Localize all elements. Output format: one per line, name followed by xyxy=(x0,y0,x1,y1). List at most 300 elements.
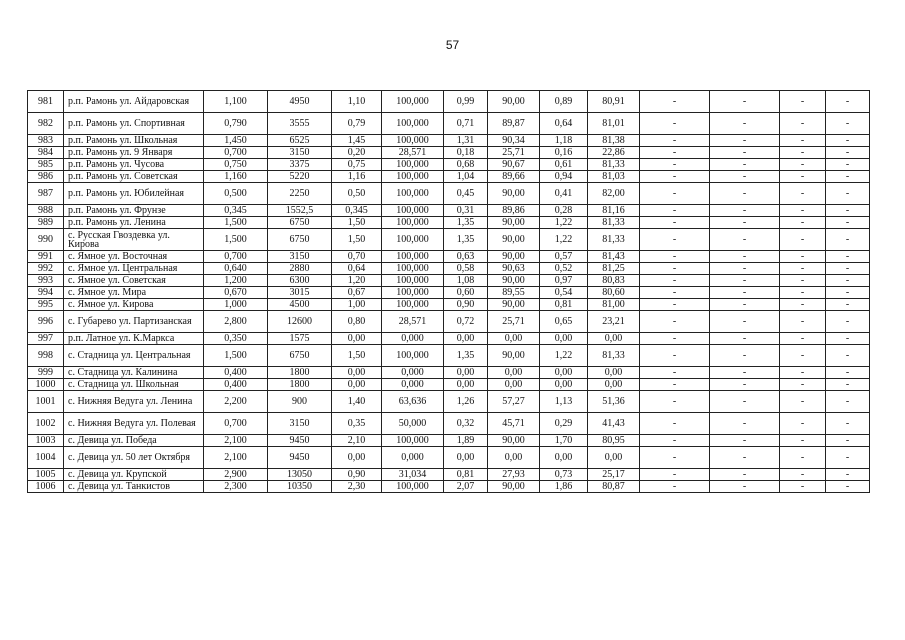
share-cell: 1,45 xyxy=(332,135,382,147)
metric-percent-cell: 90,00 xyxy=(488,345,540,367)
dash-cell: - xyxy=(640,299,710,311)
dash-cell: - xyxy=(710,229,780,251)
length-cell: 1,160 xyxy=(204,171,268,183)
row-number-cell: 1005 xyxy=(28,469,64,481)
table-row xyxy=(28,229,870,251)
metric-cell: 1,04 xyxy=(444,171,488,183)
metric-percent-cell: 27,93 xyxy=(488,469,540,481)
value-cell: 3015 xyxy=(268,287,332,299)
table-row xyxy=(28,391,870,413)
dash-cell: - xyxy=(780,435,826,447)
value-cell: 2880 xyxy=(268,263,332,275)
dash-cell: - xyxy=(826,147,870,159)
value-cell: 900 xyxy=(268,391,332,413)
dash-cell: - xyxy=(710,113,780,135)
table-row xyxy=(28,275,870,287)
length-cell: 0,700 xyxy=(204,147,268,159)
result-percent-cell: 81,25 xyxy=(588,263,640,275)
result-cell: 1,22 xyxy=(540,345,588,367)
dash-cell: - xyxy=(826,287,870,299)
result-percent-cell: 0,00 xyxy=(588,447,640,469)
table-row xyxy=(28,251,870,263)
address-cell: р.п. Рамонь ул. 9 Января xyxy=(64,147,204,159)
result-cell: 0,00 xyxy=(540,333,588,345)
value-cell: 5220 xyxy=(268,171,332,183)
result-cell: 1,70 xyxy=(540,435,588,447)
metric-percent-cell: 89,86 xyxy=(488,205,540,217)
dash-cell: - xyxy=(780,183,826,205)
value-cell: 3375 xyxy=(268,159,332,171)
value-cell: 4500 xyxy=(268,299,332,311)
metric-percent-cell: 89,66 xyxy=(488,171,540,183)
dash-cell: - xyxy=(640,413,710,435)
share-cell: 1,00 xyxy=(332,299,382,311)
share-cell: 0,20 xyxy=(332,147,382,159)
value-cell: 3150 xyxy=(268,251,332,263)
result-cell: 0,65 xyxy=(540,311,588,333)
dash-cell: - xyxy=(710,159,780,171)
address-cell: р.п. Рамонь ул. Фрунзе xyxy=(64,205,204,217)
share-cell: 0,79 xyxy=(332,113,382,135)
result-percent-cell: 80,87 xyxy=(588,481,640,493)
dash-cell: - xyxy=(826,205,870,217)
row-number-cell: 986 xyxy=(28,171,64,183)
row-number-cell: 985 xyxy=(28,159,64,171)
table-row xyxy=(28,147,870,159)
percent-cell: 100,000 xyxy=(382,435,444,447)
dash-cell: - xyxy=(710,263,780,275)
result-cell: 0,29 xyxy=(540,413,588,435)
table-row xyxy=(28,481,870,493)
metric-percent-cell: 90,00 xyxy=(488,481,540,493)
table-row xyxy=(28,333,870,345)
table-row xyxy=(28,135,870,147)
address-cell: с. Русская Гвоздевка ул. Кирова xyxy=(64,229,204,251)
row-number-cell: 997 xyxy=(28,333,64,345)
dash-cell: - xyxy=(780,345,826,367)
address-cell: р.п. Рамонь ул. Айдаровская xyxy=(64,91,204,113)
result-percent-cell: 81,43 xyxy=(588,251,640,263)
metric-percent-cell: 45,71 xyxy=(488,413,540,435)
metric-percent-cell: 90,34 xyxy=(488,135,540,147)
metric-percent-cell: 0,00 xyxy=(488,333,540,345)
share-cell: 1,20 xyxy=(332,275,382,287)
share-cell: 0,90 xyxy=(332,469,382,481)
address-cell: с. Ямное ул. Кирова xyxy=(64,299,204,311)
percent-cell: 31,034 xyxy=(382,469,444,481)
percent-cell: 100,000 xyxy=(382,171,444,183)
result-percent-cell: 81,33 xyxy=(588,217,640,229)
dash-cell: - xyxy=(640,333,710,345)
metric-percent-cell: 90,00 xyxy=(488,91,540,113)
result-cell: 0,57 xyxy=(540,251,588,263)
dash-cell: - xyxy=(710,435,780,447)
value-cell: 3150 xyxy=(268,147,332,159)
dash-cell: - xyxy=(826,135,870,147)
dash-cell: - xyxy=(640,379,710,391)
length-cell: 0,350 xyxy=(204,333,268,345)
percent-cell: 100,000 xyxy=(382,113,444,135)
dash-cell: - xyxy=(826,183,870,205)
length-cell: 0,790 xyxy=(204,113,268,135)
value-cell: 1575 xyxy=(268,333,332,345)
metric-cell: 0,90 xyxy=(444,299,488,311)
metric-cell: 0,31 xyxy=(444,205,488,217)
metric-cell: 0,00 xyxy=(444,333,488,345)
table-row xyxy=(28,447,870,469)
metric-cell: 1,08 xyxy=(444,275,488,287)
value-cell: 9450 xyxy=(268,435,332,447)
table-row xyxy=(28,217,870,229)
dash-cell: - xyxy=(780,333,826,345)
value-cell: 2250 xyxy=(268,183,332,205)
address-cell: р.п. Рамонь ул. Школьная xyxy=(64,135,204,147)
result-percent-cell: 22,86 xyxy=(588,147,640,159)
percent-cell: 100,000 xyxy=(382,159,444,171)
share-cell: 1,50 xyxy=(332,217,382,229)
result-percent-cell: 81,16 xyxy=(588,205,640,217)
dash-cell: - xyxy=(826,171,870,183)
dash-cell: - xyxy=(826,447,870,469)
percent-cell: 50,000 xyxy=(382,413,444,435)
dash-cell: - xyxy=(826,275,870,287)
value-cell: 12600 xyxy=(268,311,332,333)
dash-cell: - xyxy=(826,299,870,311)
result-percent-cell: 80,83 xyxy=(588,275,640,287)
address-cell: с. Ямное ул. Центральная xyxy=(64,263,204,275)
dash-cell: - xyxy=(710,299,780,311)
percent-cell: 100,000 xyxy=(382,217,444,229)
metric-percent-cell: 90,67 xyxy=(488,159,540,171)
dash-cell: - xyxy=(640,287,710,299)
value-cell: 6525 xyxy=(268,135,332,147)
percent-cell: 100,000 xyxy=(382,275,444,287)
dash-cell: - xyxy=(826,481,870,493)
metric-cell: 0,32 xyxy=(444,413,488,435)
metric-percent-cell: 90,00 xyxy=(488,217,540,229)
result-cell: 0,28 xyxy=(540,205,588,217)
table-row xyxy=(28,311,870,333)
dash-cell: - xyxy=(710,469,780,481)
result-cell: 0,54 xyxy=(540,287,588,299)
row-number-cell: 996 xyxy=(28,311,64,333)
row-number-cell: 983 xyxy=(28,135,64,147)
table-row xyxy=(28,379,870,391)
share-cell: 0,00 xyxy=(332,367,382,379)
table-row xyxy=(28,345,870,367)
dash-cell: - xyxy=(710,481,780,493)
dash-cell: - xyxy=(710,333,780,345)
row-number-cell: 994 xyxy=(28,287,64,299)
dash-cell: - xyxy=(780,217,826,229)
dash-cell: - xyxy=(826,379,870,391)
result-percent-cell: 81,33 xyxy=(588,159,640,171)
address-cell: с. Ямное ул. Мира xyxy=(64,287,204,299)
value-cell: 3150 xyxy=(268,413,332,435)
result-cell: 0,61 xyxy=(540,159,588,171)
dash-cell: - xyxy=(780,159,826,171)
dash-cell: - xyxy=(780,379,826,391)
length-cell: 1,200 xyxy=(204,275,268,287)
dash-cell: - xyxy=(780,299,826,311)
dash-cell: - xyxy=(710,345,780,367)
row-number-cell: 1006 xyxy=(28,481,64,493)
result-cell: 0,41 xyxy=(540,183,588,205)
value-cell: 1552,5 xyxy=(268,205,332,217)
address-cell: с. Нижняя Ведуга ул. Полевая xyxy=(64,413,204,435)
row-number-cell: 982 xyxy=(28,113,64,135)
dash-cell: - xyxy=(780,447,826,469)
value-cell: 1800 xyxy=(268,367,332,379)
dash-cell: - xyxy=(710,251,780,263)
result-cell: 0,94 xyxy=(540,171,588,183)
table-row xyxy=(28,205,870,217)
dash-cell: - xyxy=(710,135,780,147)
percent-cell: 100,000 xyxy=(382,229,444,251)
table-row xyxy=(28,435,870,447)
percent-cell: 28,571 xyxy=(382,147,444,159)
table-row xyxy=(28,113,870,135)
value-cell: 3555 xyxy=(268,113,332,135)
dash-cell: - xyxy=(710,447,780,469)
percent-cell: 0,000 xyxy=(382,447,444,469)
dash-cell: - xyxy=(640,113,710,135)
address-cell: с. Ямное ул. Восточная xyxy=(64,251,204,263)
length-cell: 2,800 xyxy=(204,311,268,333)
result-cell: 0,00 xyxy=(540,447,588,469)
percent-cell: 0,000 xyxy=(382,379,444,391)
result-percent-cell: 81,01 xyxy=(588,113,640,135)
metric-cell: 0,00 xyxy=(444,379,488,391)
metric-cell: 1,35 xyxy=(444,345,488,367)
result-percent-cell: 81,00 xyxy=(588,299,640,311)
metric-percent-cell: 25,71 xyxy=(488,311,540,333)
dash-cell: - xyxy=(780,147,826,159)
address-cell: р.п. Рамонь ул. Юбилейная xyxy=(64,183,204,205)
dash-cell: - xyxy=(826,113,870,135)
dash-cell: - xyxy=(710,379,780,391)
dash-cell: - xyxy=(826,469,870,481)
dash-cell: - xyxy=(780,469,826,481)
share-cell: 0,00 xyxy=(332,379,382,391)
dash-cell: - xyxy=(710,205,780,217)
result-cell: 0,64 xyxy=(540,113,588,135)
metric-percent-cell: 90,00 xyxy=(488,435,540,447)
share-cell: 0,50 xyxy=(332,183,382,205)
dash-cell: - xyxy=(780,391,826,413)
share-cell: 0,67 xyxy=(332,287,382,299)
metric-cell: 1,89 xyxy=(444,435,488,447)
dash-cell: - xyxy=(826,311,870,333)
value-cell: 6750 xyxy=(268,345,332,367)
row-number-cell: 998 xyxy=(28,345,64,367)
share-cell: 0,80 xyxy=(332,311,382,333)
dash-cell: - xyxy=(640,263,710,275)
dash-cell: - xyxy=(640,147,710,159)
metric-cell: 0,72 xyxy=(444,311,488,333)
share-cell: 0,00 xyxy=(332,333,382,345)
percent-cell: 100,000 xyxy=(382,251,444,263)
table-row xyxy=(28,91,870,113)
metric-percent-cell: 90,63 xyxy=(488,263,540,275)
table-row xyxy=(28,263,870,275)
address-cell: с. Девица ул. Танкистов xyxy=(64,481,204,493)
dash-cell: - xyxy=(710,147,780,159)
address-cell: с. Девица ул. Победа xyxy=(64,435,204,447)
table-row xyxy=(28,469,870,481)
length-cell: 2,300 xyxy=(204,481,268,493)
length-cell: 1,500 xyxy=(204,345,268,367)
length-cell: 2,200 xyxy=(204,391,268,413)
metric-cell: 0,00 xyxy=(444,447,488,469)
dash-cell: - xyxy=(710,91,780,113)
share-cell: 1,40 xyxy=(332,391,382,413)
length-cell: 0,400 xyxy=(204,379,268,391)
dash-cell: - xyxy=(826,91,870,113)
result-cell: 0,52 xyxy=(540,263,588,275)
row-number-cell: 990 xyxy=(28,229,64,251)
percent-cell: 100,000 xyxy=(382,481,444,493)
dash-cell: - xyxy=(640,159,710,171)
result-cell: 0,97 xyxy=(540,275,588,287)
length-cell: 0,700 xyxy=(204,413,268,435)
result-percent-cell: 41,43 xyxy=(588,413,640,435)
address-cell: р.п. Рамонь ул. Советская xyxy=(64,171,204,183)
percent-cell: 0,000 xyxy=(382,367,444,379)
row-number-cell: 989 xyxy=(28,217,64,229)
metric-cell: 0,60 xyxy=(444,287,488,299)
dash-cell: - xyxy=(710,311,780,333)
percent-cell: 0,000 xyxy=(382,333,444,345)
dash-cell: - xyxy=(640,447,710,469)
value-cell: 4950 xyxy=(268,91,332,113)
length-cell: 2,100 xyxy=(204,447,268,469)
address-cell: с. Стадница ул. Калинина xyxy=(64,367,204,379)
result-percent-cell: 81,33 xyxy=(588,229,640,251)
value-cell: 1800 xyxy=(268,379,332,391)
dash-cell: - xyxy=(780,275,826,287)
metric-cell: 0,18 xyxy=(444,147,488,159)
metric-cell: 0,71 xyxy=(444,113,488,135)
value-cell: 6750 xyxy=(268,229,332,251)
length-cell: 0,345 xyxy=(204,205,268,217)
dash-cell: - xyxy=(640,275,710,287)
metric-percent-cell: 90,00 xyxy=(488,275,540,287)
result-percent-cell: 81,03 xyxy=(588,171,640,183)
dash-cell: - xyxy=(710,217,780,229)
metric-percent-cell: 89,87 xyxy=(488,113,540,135)
result-percent-cell: 81,33 xyxy=(588,345,640,367)
percent-cell: 100,000 xyxy=(382,91,444,113)
length-cell: 1,100 xyxy=(204,91,268,113)
metric-percent-cell: 90,00 xyxy=(488,183,540,205)
result-cell: 0,81 xyxy=(540,299,588,311)
metric-cell: 0,58 xyxy=(444,263,488,275)
data-table xyxy=(27,90,870,493)
table-row xyxy=(28,287,870,299)
dash-cell: - xyxy=(640,481,710,493)
dash-cell: - xyxy=(826,345,870,367)
dash-cell: - xyxy=(640,435,710,447)
address-cell: с. Девица ул. Крупской xyxy=(64,469,204,481)
value-cell: 6750 xyxy=(268,217,332,229)
share-cell: 2,30 xyxy=(332,481,382,493)
metric-percent-cell: 0,00 xyxy=(488,379,540,391)
result-percent-cell: 0,00 xyxy=(588,367,640,379)
dash-cell: - xyxy=(780,91,826,113)
dash-cell: - xyxy=(640,229,710,251)
table-row xyxy=(28,413,870,435)
dash-cell: - xyxy=(640,311,710,333)
result-percent-cell: 0,00 xyxy=(588,379,640,391)
metric-cell: 0,00 xyxy=(444,367,488,379)
share-cell: 1,50 xyxy=(332,229,382,251)
row-number-cell: 999 xyxy=(28,367,64,379)
dash-cell: - xyxy=(640,251,710,263)
metric-cell: 0,63 xyxy=(444,251,488,263)
length-cell: 1,450 xyxy=(204,135,268,147)
share-cell: 0,75 xyxy=(332,159,382,171)
dash-cell: - xyxy=(826,367,870,379)
dash-cell: - xyxy=(826,159,870,171)
dash-cell: - xyxy=(780,251,826,263)
dash-cell: - xyxy=(826,251,870,263)
share-cell: 0,70 xyxy=(332,251,382,263)
metric-cell: 1,35 xyxy=(444,217,488,229)
length-cell: 0,400 xyxy=(204,367,268,379)
share-cell: 0,35 xyxy=(332,413,382,435)
result-cell: 1,22 xyxy=(540,217,588,229)
dash-cell: - xyxy=(710,275,780,287)
row-number-cell: 1001 xyxy=(28,391,64,413)
result-percent-cell: 51,36 xyxy=(588,391,640,413)
value-cell: 10350 xyxy=(268,481,332,493)
dash-cell: - xyxy=(710,367,780,379)
dash-cell: - xyxy=(640,183,710,205)
metric-percent-cell: 90,00 xyxy=(488,229,540,251)
percent-cell: 63,636 xyxy=(382,391,444,413)
percent-cell: 100,000 xyxy=(382,205,444,217)
metric-percent-cell: 57,27 xyxy=(488,391,540,413)
dash-cell: - xyxy=(826,413,870,435)
dash-cell: - xyxy=(640,91,710,113)
result-cell: 1,22 xyxy=(540,229,588,251)
result-cell: 0,73 xyxy=(540,469,588,481)
metric-percent-cell: 25,71 xyxy=(488,147,540,159)
length-cell: 1,000 xyxy=(204,299,268,311)
dash-cell: - xyxy=(826,391,870,413)
share-cell: 1,50 xyxy=(332,345,382,367)
address-cell: с. Губарево ул. Партизанская xyxy=(64,311,204,333)
address-cell: с. Ямное ул. Советская xyxy=(64,275,204,287)
metric-cell: 0,99 xyxy=(444,91,488,113)
result-cell: 1,13 xyxy=(540,391,588,413)
value-cell: 13050 xyxy=(268,469,332,481)
dash-cell: - xyxy=(780,171,826,183)
result-percent-cell: 80,95 xyxy=(588,435,640,447)
metric-cell: 1,31 xyxy=(444,135,488,147)
percent-cell: 100,000 xyxy=(382,299,444,311)
value-cell: 6300 xyxy=(268,275,332,287)
dash-cell: - xyxy=(780,413,826,435)
metric-percent-cell: 0,00 xyxy=(488,367,540,379)
metric-cell: 1,26 xyxy=(444,391,488,413)
length-cell: 2,100 xyxy=(204,435,268,447)
dash-cell: - xyxy=(710,183,780,205)
percent-cell: 100,000 xyxy=(382,135,444,147)
result-percent-cell: 25,17 xyxy=(588,469,640,481)
table-body xyxy=(28,91,870,493)
